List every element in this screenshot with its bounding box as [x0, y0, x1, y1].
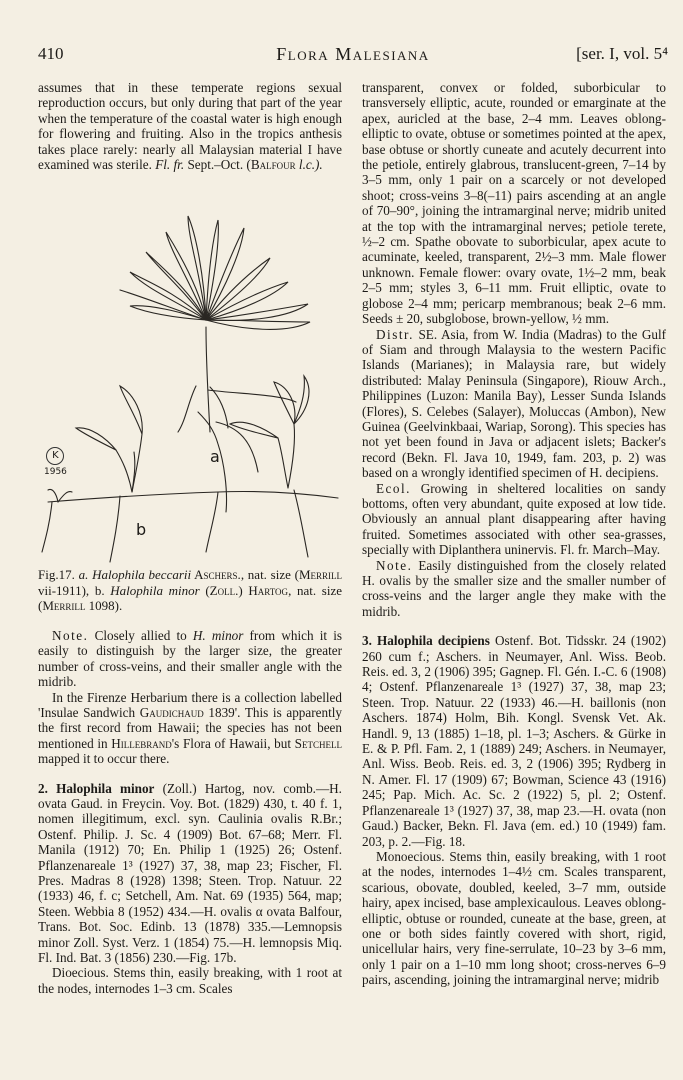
species-3-synonymy: 3. Halophila decipiens Ostenf. Bot. Tidsskr. 24 (1902) 260 cum f.; Aschers. in Neumayer, Anl. Wiss. Beob. Reis. ed. 3, 2 (1906) 395; Gagnep. Fl. Gén. I.-C. 6 (1908) 4; Ostenf. Pflanzenareale 1³ (1927) 37, 38, map 23; Steen. Trop. Natuur. 22 (1933) 46.—H. baillonis (non Aschers. 1874) Holm, Bih. Kongl. Svensk Vet. Ak. Handl. 9, 13 (1885) 1–18, pl. 1–3; Aschers. & Gürke in E. & P. Pfl. Fam. 2, 1 (1889) 249; Aschers. in Neumayer, Anl. Wiss. Beob. Reis. ed. 3, 2 (1906) 395; Rydberg in N. Amer. Fl. 17 (1909) 67; Bowman, Science 43 (1916) 245; Pap. Mich. Ac. Sc. 2 (1922) 5, pl. 2; Ostenf. Pflanzenareale 1³ (1927) 37, 38, map 23.—H. ovata (non Gaud.) Backer, Bekn. Fl. Java (em. ed.) 10 (1949) fam. 203, p. 2.—Fig. 18. — [362, 633, 666, 849]
right-column — [362, 80, 666, 988]
species-2-description: Dioecious. Stems thin, easily breaking, with 1 root at the nodes, internodes 1–3 cm. Scales — [38, 965, 342, 996]
running-title: Flora Malesiana — [276, 44, 430, 64]
figure-label-b: b — [136, 520, 147, 540]
left-column — [38, 80, 342, 996]
figure-17 — [38, 172, 342, 567]
distribution: Distr. SE. Asia, from W. India (Madras) to the Gulf of Siam and through Malaysia to the western Pacific Islands (Marianes); in Malaysia rare, but widely distributed: Malay Peninsula (Singapore), Riouw Arch., Philippines (Luzon: Manila Bay), Lesser Sunda Islands (Flores), S. Celebes (Salayer), Moluccas (Ambon), New Guinea (Geelvinkbaai, Wariap, Sorong). This species has not yet been found in Java or adjacent islets; Backer's record (Bekn. Fl. Java 10, 1949, fam. 203, p. 2) was based on a wrongly identified specimen of H. decipiens. — [362, 326, 666, 481]
paragraph-temperate: assumes that in these temperate regions sexual reproduction occurs, but only during that part of the year when the temperature of the coastal water is high enough for flowering and fruiting. Also in the tropics anthesis takes place rarely: nearly all Malaysian material I have examined was sterile. Fl. fr. Sept.–Oct. (Balfour l.c.). — [38, 80, 342, 173]
note-allied: Note. Closely allied to H. minor from which it is easily to distinguish by the larger size, the greater number of cross-veins, and their smaller angle with the midrib. — [38, 627, 342, 690]
species-2-description-cont: transparent, convex or folded, suborbicular to transversely elliptic, acute, rounded or emarginate at the apex, auricled at the base, 2–4 mm. Leaves oblong-elliptic to ovate, obtuse or sometimes pointed at the apex, base obtuse or shortly cuneate and acutely decurrent into the petiole, entirely glabrous, translucent-green, 7–14 by 3–5 mm, only 1 pair on a scarcely or not developed shoot; cross-veins 3–8(–11) pairs ascending at an angle of 70–90°, joining the intramarginal nerve; midrib united at the top with the intramarginal nerves; petiole terete, ½–2 cm. Spathe obovate to suborbicular, apex acute to acuminate, keeled, transparent, 2½–3 mm. Male flower unknown. Female flower: ovary ovate, 1½–2 mm, beak 2–5 mm; styles 3, 6–11 mm. Fruit elliptic, ovate to globose 2–4 mm; pericarp membranous; beak 2–6 mm. Seeds ± 20, subglobose, brown-yellow, ½ mm. — [362, 80, 666, 327]
monogram-year: 1956 — [44, 467, 67, 478]
ecology: Ecol. Growing in sheltered localities on sandy bottoms, often very abundant, quite exposed at low tide. Obviously an annual plant disappearing after having fruited. Sometimes associated with other sea-grasses, specially with Diplanthera uninervis. Fl. fr. March–May. — [362, 480, 666, 558]
series-volume: [ser. I, vol. 5⁴ — [576, 44, 668, 63]
artist-monogram — [44, 447, 67, 480]
note-firenze: In the Firenze Herbarium there is a collection labelled 'Insulae Sandwich Gaudichaud 1839'. This is apparently the first record from Hawaii; the species has not been mentioned in Hillebrand's Flora of Hawaii, but Setchell mapped it to occur there. — [38, 689, 342, 767]
species-2-synonymy: 2. Halophila minor (Zoll.) Hartog, nov. comb.—H. ovata Gaud. in Freycin. Voy. Bot. (1829) 430, t. 40 f. 1, nomen illegitimum, excl. syn. Caulinia ovalis R.Br.; Ostenf. Philip. J. Sc. 4 (1909) Bot. 67–68; Merr. Fl. Manila (1912) 70; En. Philip 1 (1925) 26; Ostenf. Pflanzenareale 1³ (1927) 37, 38, map 23; Fischer, Fl. Pres. Madras 8 (1928) 1398; Steen. Trop. Natuur. 22 (1933) 46, f. c; Setchell, Am. Nat. 69 (1935) 564, map; Steen. Webbia 8 (1952) 434.—H. ovalis α ovata Balfour, Trans. Bot. Soc. Edinb. 13 (1878) 335.—Lemnopsis minor Zoll. Syst. Verz. 1 (1854) 75.—H. lemnopsis Miq. Fl. Ind. Bat. 3 (1856) 230.—Fig. 17b. — [38, 780, 342, 966]
halophila-illustration — [38, 172, 342, 662]
note-distinguish: Note. Easily distinguished from the closely related H. ovalis by the smaller size and the smaller number of cross-veins and the larger angle they make with the midrib. — [362, 557, 666, 619]
page-header — [38, 44, 668, 66]
monogram-circle: K — [46, 447, 64, 465]
species-3-description: Monoecious. Stems thin, easily breaking, with 1 root at the nodes, internodes 1–4½ cm. Scales transparent, scarious, obovate, doubled, keeled, 3–7 mm, outside hairy, apex incised, base amplexicaulous. Leaves oblong-elliptic, obtuse or rounded, cuneate at the base, green, at one or both sides faintly covered with short, rigid, unicellular hairs, very fine-serrulate, 10–23 by 3–6 mm, only 1 pair on a 1–10 mm long shoot; cross-nerves 6–9 pairs, ascending, joining the intramarginal nerve; midrib — [362, 848, 666, 988]
figure-label-a: a — [210, 447, 220, 467]
figure-caption: Fig.17. a. Halophila beccarii Aschers., nat. size (Merrill vii-1911), b. Halophila minor (Zoll.) Hartog, nat. size (Merrill 1098). — [38, 567, 343, 614]
page-number: 410 — [38, 44, 64, 63]
